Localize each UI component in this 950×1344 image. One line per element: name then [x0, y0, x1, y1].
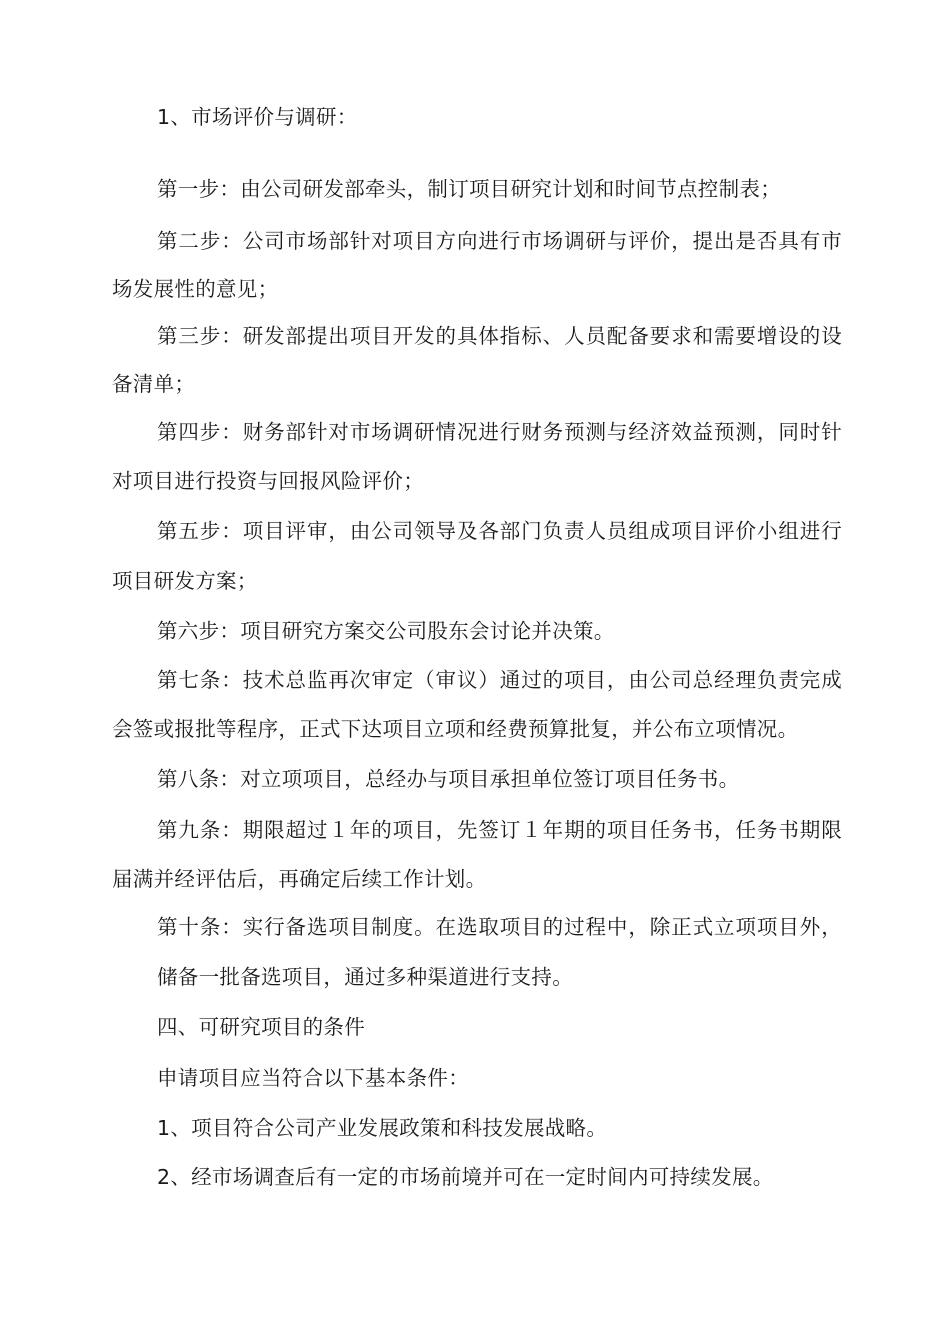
paragraph-step-5-line-1: 第五步：项目评审，由公司领导及各部门负责人员组成项目评价小组进行 [157, 519, 842, 543]
list-item-condition-1: 1、项目符合公司产业发展政策和科技发展战略。 [157, 1116, 608, 1140]
paragraph-article-10-line-1: 第十条：实行备选项目制度。在选取项目的过程中，除正式立项项目外， [157, 915, 842, 939]
paragraph-step-4-line-1: 第四步：财务部针对市场调研情况进行财务预测与经济效益预测，同时针 [157, 420, 842, 444]
section-heading-market-research: 1、市场评价与调研： [157, 105, 358, 129]
paragraph-article-9-line-2: 届满并经评估后，再确定后续工作计划。 [112, 867, 487, 891]
paragraph-article-8: 第八条：对立项项目，总经办与项目承担单位签订项目任务书。 [157, 767, 740, 791]
paragraph-step-5-line-2: 项目研发方案； [112, 569, 258, 593]
paragraph-step-3-line-1: 第三步：研发部提出项目开发的具体指标、人员配备要求和需要增设的设 [157, 324, 842, 348]
section-heading-project-conditions: 四、可研究项目的条件 [157, 1015, 365, 1039]
paragraph-conditions-intro: 申请项目应当符合以下基本条件： [157, 1066, 469, 1090]
paragraph-step-3-line-2: 备清单； [112, 372, 196, 396]
paragraph-article-7-line-1: 第七条：技术总监再次审定（审议）通过的项目，由公司总经理负责完成 [157, 668, 842, 692]
paragraph-article-7-line-2: 会签或报批等程序，正式下达项目立项和经费预算批复，并公布立项情况。 [112, 717, 799, 741]
paragraph-step-2-line-2: 场发展性的意见； [112, 277, 279, 301]
paragraph-article-10-line-2: 储备一批备选项目，通过多种渠道进行支持。 [157, 965, 573, 989]
paragraph-step-1: 第一步：由公司研发部牵头，制订项目研究计划和时间节点控制表； [157, 177, 781, 201]
paragraph-step-6: 第六步：项目研究方案交公司股东会讨论并决策。 [157, 619, 615, 643]
paragraph-step-4-line-2: 对项目进行投资与回报风险评价； [112, 469, 424, 493]
paragraph-article-9-line-1: 第九条：期限超过１年的项目，先签订１年期的项目任务书，任务书期限 [157, 818, 842, 842]
paragraph-step-2-line-1: 第二步：公司市场部针对项目方向进行市场调研与评价，提出是否具有市 [157, 229, 842, 253]
list-item-condition-2: 2、经市场调查后有一定的市场前境并可在一定时间内可持续发展。 [157, 1165, 774, 1189]
